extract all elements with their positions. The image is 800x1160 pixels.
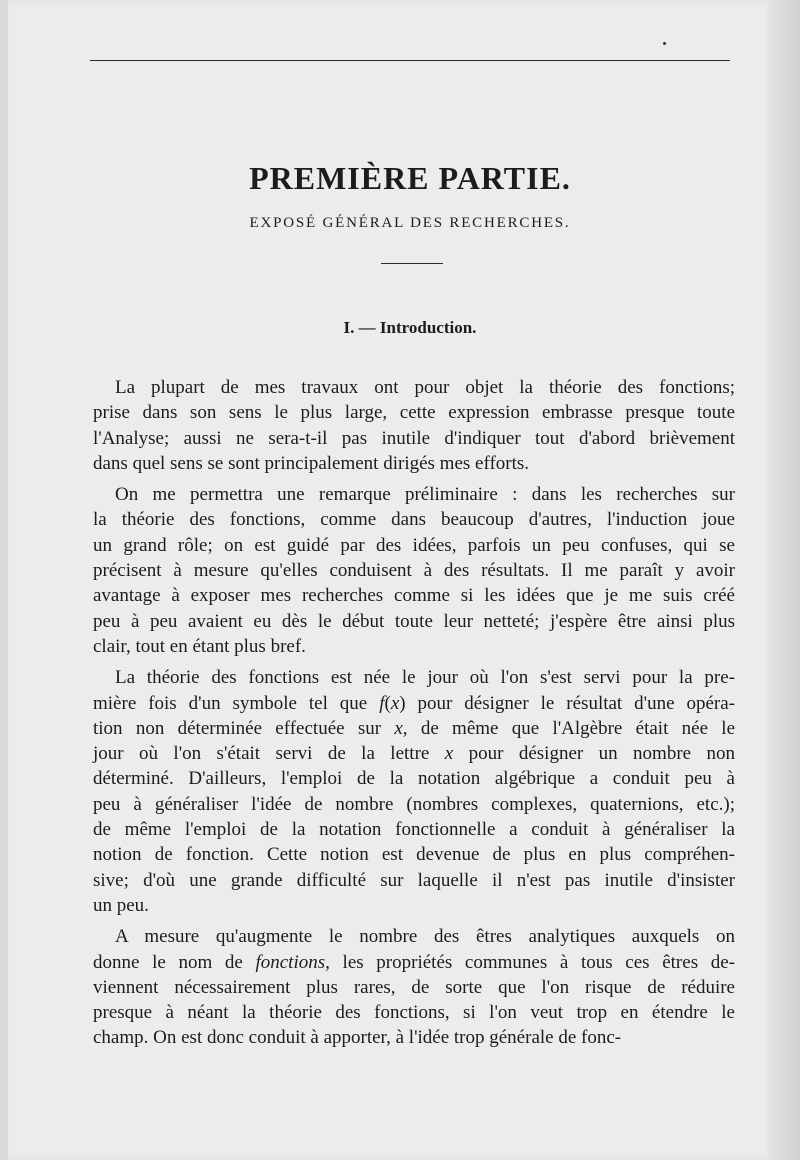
text-line: La théorie des fonctions est née le jour où l'on s'est servi pour la pre- (115, 667, 735, 689)
text-line: peu à généraliser l'idée de nombre (nombres complexes, quaternions, etc.); (93, 793, 735, 815)
text-line: avantage à exposer mes recherches comme si les idées que je me suis créé (93, 585, 735, 607)
text-line: La plupart de mes travaux ont pour objet la théorie des fonctions; (115, 377, 735, 398)
title-divider (381, 263, 443, 264)
body-text (93, 375, 735, 1057)
paragraph (93, 924, 735, 1050)
ink-speck (663, 42, 666, 45)
text-line: la théorie des fonctions, comme dans beaucoup d'autres, l'induction joue (93, 509, 735, 531)
text-line: un grand rôle; on est guidé par des idées, parfois un peu confuses, qui se (93, 534, 735, 556)
text-line: sive; d'où une grande difficulté sur laquelle il n'est pas inutile d'insister (93, 869, 735, 891)
paragraph (93, 665, 735, 918)
part-title: PREMIÈRE PARTIE. (249, 160, 571, 196)
text-line: jour où l'on s'était servi de la lettre x pour désigner un nombre non (93, 743, 736, 765)
text-line: un peu. (93, 894, 149, 916)
paragraph (93, 375, 735, 476)
text-line: clair, tout en étant plus bref. (93, 635, 306, 657)
text-line: prise dans son sens le plus large, cette expression embrasse presque toute (93, 402, 735, 424)
text-line: viennent nécessairement plus rares, de sorte que l'on risque de réduire (93, 976, 735, 998)
text-line: tion non déterminée effectuée sur x, de même que l'Algèbre était née le (93, 717, 736, 739)
text-line: de même l'emploi de la notation fonctionnelle a conduit à généraliser la (93, 819, 735, 841)
paragraph (93, 482, 735, 659)
text-line: déterminé. D'ailleurs, l'emploi de la notation algébrique a conduit peu à (93, 768, 735, 790)
text-line: mière fois d'un symbole tel que f(x) pour désigner le résultat d'une opéra- (93, 692, 735, 714)
text-line: précisent à mesure qu'elles conduisent à des résultats. Il me paraît y avoir (93, 560, 735, 582)
text-line: champ. On est donc conduit à apporter, à l'idée trop générale de fonc- (93, 1027, 622, 1049)
header-rule (90, 60, 730, 61)
section-heading: I. — Introduction. (343, 318, 477, 337)
text-line: On me permettra une remarque préliminaire : dans les recherches sur (115, 484, 735, 506)
text-line: donne le nom de fonctions, les propriétés communes à tous ces êtres de- (93, 951, 735, 973)
part-subtitle: EXPOSÉ GÉNÉRAL DES RECHERCHES. (249, 215, 571, 231)
text-line: l'Analyse; aussi ne sera-t-il pas inutile d'indiquer tout d'abord brièvement (93, 427, 735, 449)
text-line: A mesure qu'augmente le nombre des êtres analytiques auxquels on (115, 926, 735, 948)
text-line: notion de fonction. Cette notion est devenue de plus en plus compréhen- (93, 844, 735, 866)
text-line: peu à peu avaient eu dès le début toute leur netteté; j'espère être ainsi plus (93, 610, 735, 632)
text-line: dans quel sens se sont principalement dirigés mes efforts. (93, 452, 530, 474)
text-line: presque à néant la théorie des fonctions, si l'on veut trop en étendre le (93, 1002, 735, 1024)
